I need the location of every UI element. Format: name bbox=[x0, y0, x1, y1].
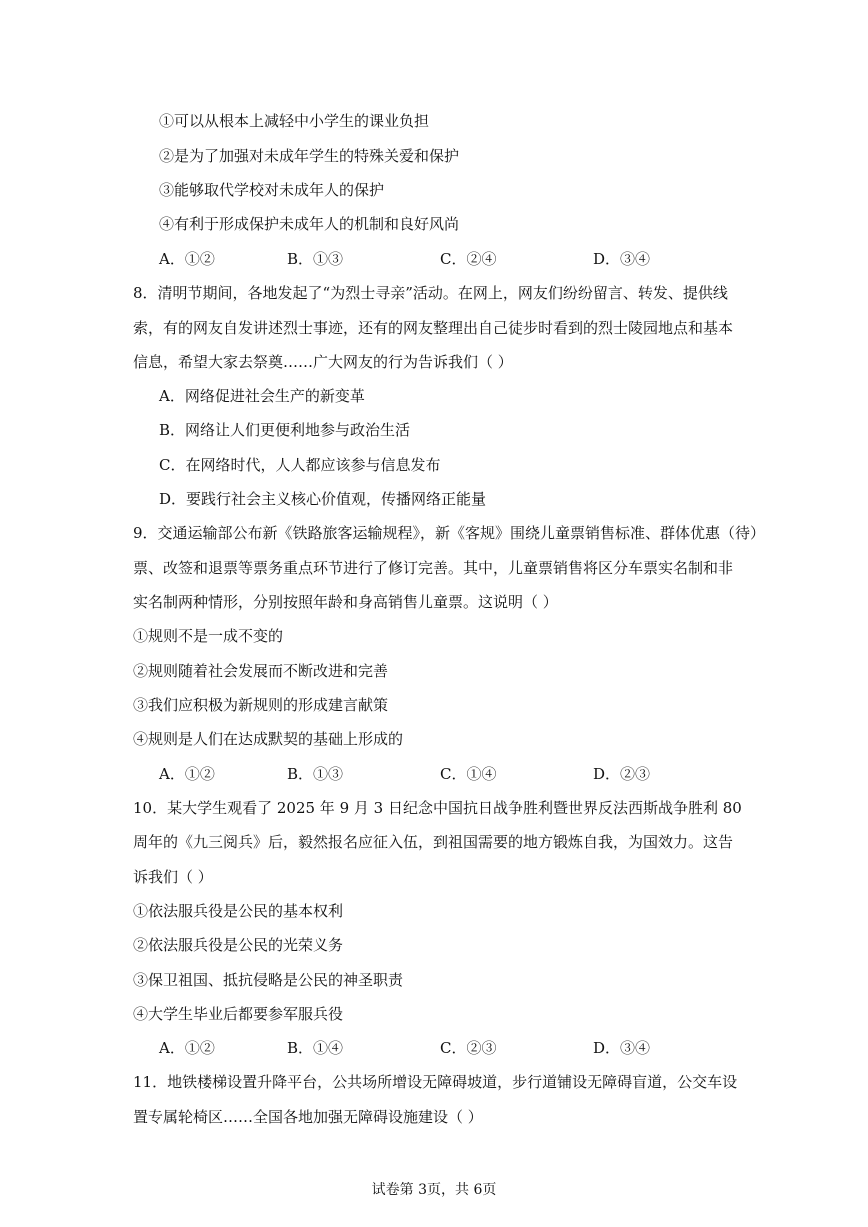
q9-item-4: ④规则是人们在达成默契的基础上形成的 bbox=[133, 730, 404, 748]
q8-stem-line-3: 信息，希望大家去祭奠……广大网友的行为告诉我们（ ） bbox=[133, 353, 513, 371]
q9-stem-line-2: 票、改签和退票等票务重点环节进行了修订完善。其中，儿童票销售将区分车票实名制和非 bbox=[133, 559, 734, 577]
q10-option-d: D．③④ bbox=[593, 1039, 651, 1057]
q9-item-2: ②规则随着社会发展而不断改进和完善 bbox=[133, 662, 389, 680]
q8-stem-line-2: 索，有的网友自发讲述烈士事迹，还有的网友整理出自己徒步时看到的烈士陵园地点和基本 bbox=[133, 319, 734, 337]
q7-item-3: ③能够取代学校对未成年人的保护 bbox=[159, 181, 385, 199]
q10-option-a: A．①② bbox=[159, 1039, 215, 1057]
q9-option-d: D．②③ bbox=[593, 765, 651, 783]
q7-options bbox=[159, 249, 719, 269]
q9-stem-line-1: 9．交通运输部公布新《铁路旅客运输规程》，新《客规》围绕儿童票销售标准、群体优惠（待） bbox=[133, 524, 766, 542]
q7-item-1: ①可以从根本上减轻中小学生的课业负担 bbox=[159, 112, 430, 130]
q10-option-c: C．②③ bbox=[440, 1039, 497, 1057]
q10-item-2: ②依法服兵役是公民的光荣义务 bbox=[133, 936, 344, 954]
q9-option-b: B．①③ bbox=[287, 765, 344, 783]
q10-option-b: B．①④ bbox=[287, 1039, 344, 1057]
q9-option-a: A．①② bbox=[159, 765, 215, 783]
page-footer: 试卷第 3页，共 6页 bbox=[371, 1182, 497, 1198]
q9-item-3: ③我们应积极为新规则的形成建言献策 bbox=[133, 696, 389, 714]
q8-option-b: B．网络让人们更便利地参与政治生活 bbox=[159, 421, 411, 439]
q11-stem-line-1: 11．地铁楼梯设置升降平台，公共场所增设无障碍坡道，步行道铺设无障碍盲道，公交车设 bbox=[133, 1073, 738, 1091]
q7-option-c: C．②④ bbox=[440, 250, 497, 268]
q10-item-1: ①依法服兵役是公民的基本权利 bbox=[133, 902, 344, 920]
q7-option-d: D．③④ bbox=[593, 250, 651, 268]
q8-option-d: D．要践行社会主义核心价值观，传播网络正能量 bbox=[159, 490, 487, 508]
q10-stem-line-3: 诉我们（ ） bbox=[133, 868, 213, 886]
q7-option-b: B．①③ bbox=[287, 250, 344, 268]
q9-item-1: ①规则不是一成不变的 bbox=[133, 627, 284, 645]
q11-stem-line-2: 置专属轮椅区……全国各地加强无障碍设施建设（ ） bbox=[133, 1108, 483, 1126]
q10-options bbox=[159, 1038, 719, 1058]
q9-option-c: C．①④ bbox=[440, 765, 497, 783]
q10-stem-line-1: 10．某大学生观看了 2025 年 9 月 3 日纪念中国抗日战争胜利暨世界反法西斯战争胜利 80 bbox=[133, 799, 742, 817]
q8-stem-line-1: 8．清明节期间，各地发起了“为烈士寻亲”活动。在网上，网友们纷纷留言、转发、提供线 bbox=[133, 284, 728, 302]
q9-stem-line-3: 实名制两种情形，分别按照年龄和身高销售儿童票。这说明（ ） bbox=[133, 593, 558, 611]
q7-item-2: ②是为了加强对未成年学生的特殊关爱和保护 bbox=[159, 147, 460, 165]
q7-option-a: A．①② bbox=[159, 250, 215, 268]
q10-item-4: ④大学生毕业后都要参军服兵役 bbox=[133, 1005, 344, 1023]
q10-stem-line-2: 周年的《九三阅兵》后，毅然报名应征入伍，到祖国需要的地方锻炼自我，为国效力。这告 bbox=[133, 833, 734, 851]
q8-option-a: A．网络促进社会生产的新变革 bbox=[159, 387, 365, 405]
q10-item-3: ③保卫祖国、抵抗侵略是公民的神圣职责 bbox=[133, 971, 404, 989]
q8-option-c: C．在网络时代，人人都应该参与信息发布 bbox=[159, 456, 441, 474]
q7-item-4: ④有利于形成保护未成年人的机制和良好风尚 bbox=[159, 215, 460, 233]
q9-options bbox=[159, 764, 719, 784]
